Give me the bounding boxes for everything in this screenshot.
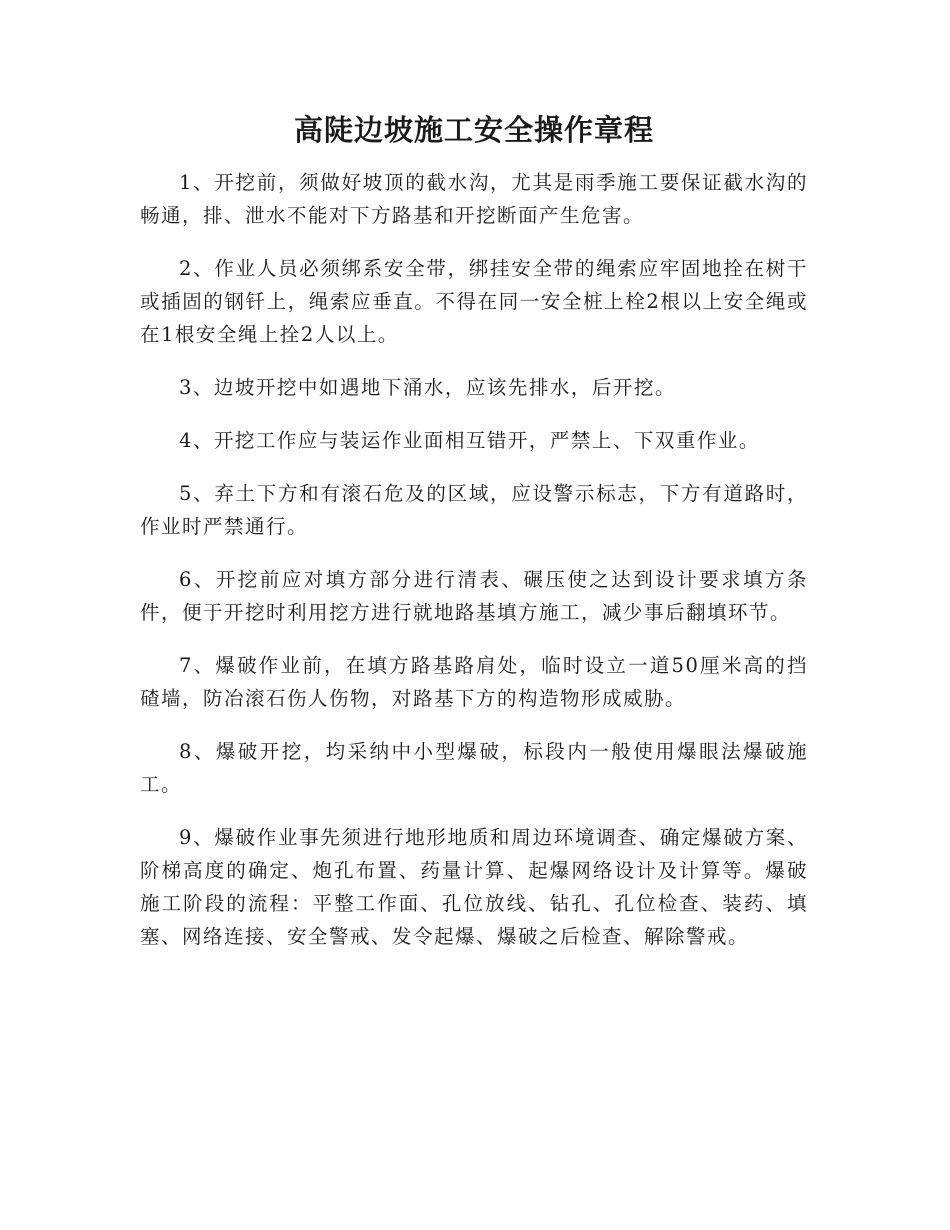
paragraph-6: 6、开挖前应对填方部分进行清表、碾压使之达到设计要求填方条件，便于开挖时利用挖方进行就地路基填方施工，减少事后翻填环节。	[140, 568, 808, 624]
document-title: 高陡边坡施工安全操作章程	[293, 113, 654, 147]
paragraph-7: 7、爆破作业前，在填方路基路肩处，临时设立一道50厘米高的挡碴墙，防冶滚石伤人伤物，对路基下方的构造物形成威胁。	[140, 654, 808, 710]
paragraph-1: 1、开挖前，须做好坡顶的截水沟，尤其是雨季施工要保证截水沟的畅通，排、泄水不能对下方路基和开挖断面产生危害。	[140, 171, 808, 227]
paragraph-8: 8、爆破开挖，均采纳中小型爆破，标段内一般使用爆眼法爆破施工。	[140, 740, 808, 796]
paragraph-9: 9、爆破作业事先须进行地形地质和周边环境调查、确定爆破方案、阶梯高度的确定、炮孔布置、药量计算、起爆网络设计及计算等。爆破施工阶段的流程：平整工作面、孔位放线、钻孔、孔位检查、装药、填塞、网络连接、安全警戒、发令起爆、爆破之后检查、解除警戒。	[140, 826, 808, 948]
document-page	[140, 108, 808, 973]
paragraph-5: 5、弃土下方和有滚石危及的区域，应设警示标志，下方有道路时，作业时严禁通行。	[140, 482, 808, 538]
paragraph-3: 3、边坡开挖中如遇地下涌水，应该先排水，后开挖。	[179, 376, 676, 399]
paragraph-4: 4、开挖工作应与装运作业面相互错开，严禁上、下双重作业。	[179, 429, 760, 452]
paragraph-2: 2、作业人员必须绑系安全带，绑挂安全带的绳索应牢固地拴在树干或插固的钢钎上，绳索应垂直。不得在同一安全桩上栓2根以上安全绳或在1根安全绳上拴2人以上。	[140, 257, 808, 346]
